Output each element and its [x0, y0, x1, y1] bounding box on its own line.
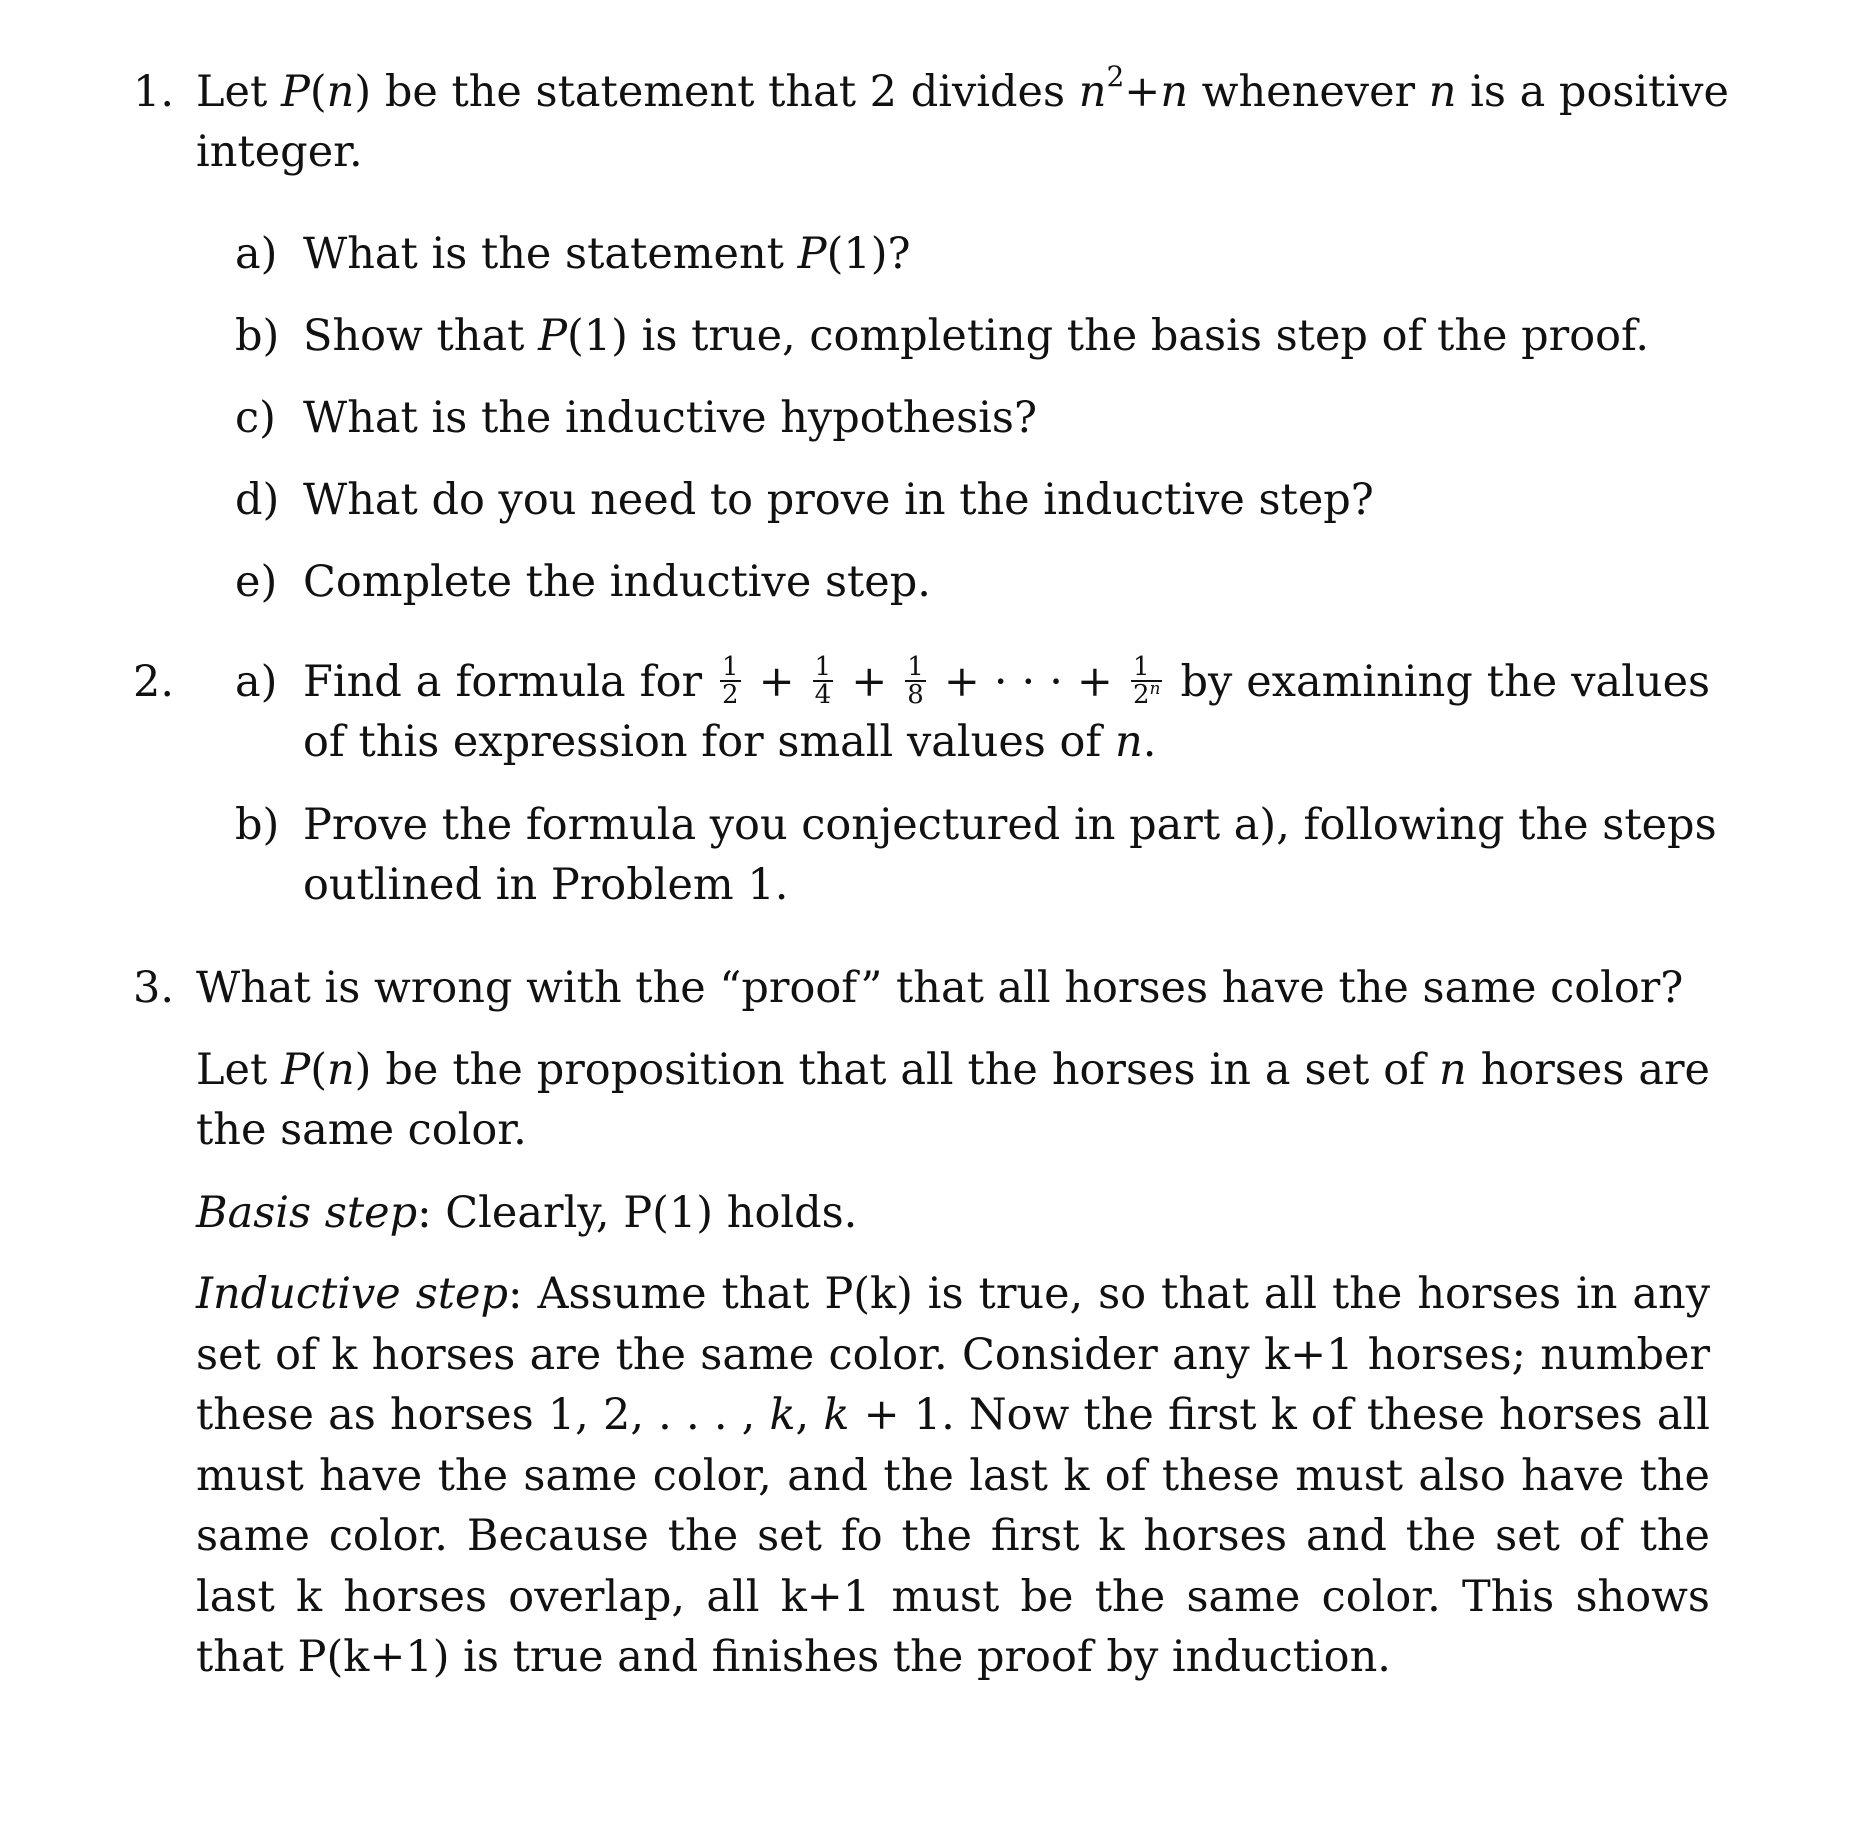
- part-label: c): [235, 393, 276, 443]
- problem-number: 2.: [133, 657, 175, 707]
- part-label: b): [235, 800, 280, 850]
- part-1b: Show that P(1) is true, completing the basis step of the proof.: [303, 311, 1650, 361]
- part-label: a): [235, 657, 278, 707]
- problem-1-statement: Let P(n) be the statement that 2 divides $n^2+n$ whenever n is a positive: [196, 60, 1729, 117]
- part-label: b): [235, 311, 280, 361]
- part-1a: What is the statement P(1)?: [303, 229, 911, 279]
- fraction-one-quarter: $\frac{1}{4}$: [814, 652, 832, 710]
- problem-number: 3.: [133, 963, 175, 1013]
- fraction-one-half: $\frac{1}{2}$: [722, 652, 739, 710]
- basis-step: Basis step: Clearly, P(1) holds.: [196, 1188, 858, 1238]
- fraction-one-over-two-n: $\frac{1}{2^n}$: [1132, 652, 1161, 710]
- part-label: e): [235, 557, 278, 607]
- problem-1-statement-cont: integer.: [196, 127, 363, 177]
- fraction-one-eighth: $\frac{1}{8}$: [907, 652, 924, 710]
- part-1c: What is the inductive hypothesis?: [303, 393, 1038, 443]
- part-label: d): [235, 475, 280, 525]
- inductive-step: Inductive step: Assume that P(k) is true, so that all the horses in any set of k horses are the same color. Consider any k+1 horses; number these as horses 1, 2, . . . , k, k + 1. Now the first k of these horses all must have the same color, and the last k of these must also have the same color. Because the set fo the first k horses and the set of the last k horses overlap, all k+1 must be the same color. This shows that P(k+1) is true and finishes the proof by induction.: [196, 1269, 1710, 1682]
- problem-3-question: What is wrong with the “proof” that all horses have the same color?: [196, 963, 1684, 1013]
- part-1d: What do you need to prove in the inductive step?: [303, 475, 1374, 525]
- part-2a-cont: of this expression for small values of n.: [303, 717, 1157, 767]
- part-1e: Complete the inductive step.: [303, 557, 931, 607]
- part-2a: Find a formula for $\frac{1}{2}$ + $\frac{1}{4}$ + $\frac{1}{8}$ + · · · + $\frac{1}{2^n}$ by examining the values: [303, 652, 1711, 710]
- proposition-text: Let P(n) be the proposition that all the horses in a set of n horses are: [196, 1045, 1711, 1095]
- part-2b-cont: outlined in Problem 1.: [303, 860, 789, 910]
- part-label: a): [235, 229, 278, 279]
- part-2b: Prove the formula you conjectured in part a), following the steps: [303, 800, 1717, 850]
- proposition-text-cont: the same color.: [196, 1105, 527, 1155]
- problem-number: 1.: [133, 67, 175, 117]
